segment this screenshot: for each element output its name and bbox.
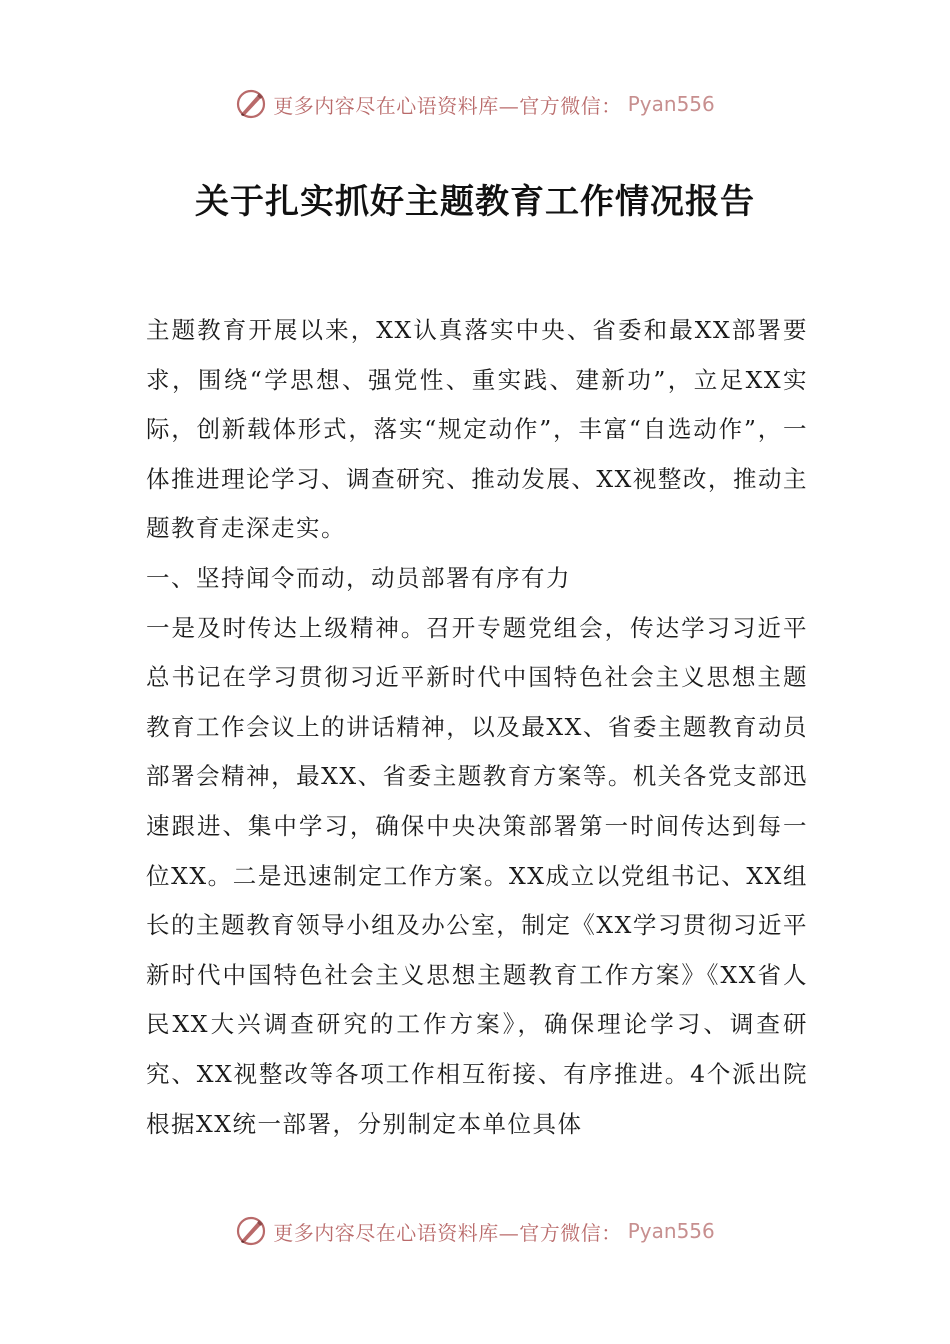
pen-logo-icon bbox=[235, 1215, 267, 1247]
section-heading: 一、坚持闻令而动，动员部署有序有力 bbox=[146, 563, 571, 592]
intro-paragraph: 主题教育开展以来，XX认真落实中央、省委和最XX部署要求，围绕“学思想、强党性、重实践、建新功”，立足XX实际，创新载体形式，落实“规定动作”，丰富“自选动作”，一体推进理论学习、调查研究、推动发展、XX视整改，推动主题教育走深走实。 bbox=[146, 316, 808, 543]
pen-logo-icon bbox=[235, 88, 267, 120]
wechat-id: Pyan556 bbox=[627, 92, 715, 116]
banner-text: 更多内容尽在心语资料库—官方微信： bbox=[273, 93, 622, 118]
document-body bbox=[146, 306, 808, 1149]
section-paragraph: 一是及时传达上级精神。召开专题党组会，传达学习习近平总书记在学习贯彻习近平新时代中国特色社会主义思想主题教育工作会议上的讲话精神，以及最XX、省委主题教育动员部署会精神，最XX、省委主题教育方案等。机关各党支部迅速跟进、集中学习，确保中央决策部署第一时间传达到每一位XX。二是迅速制定工作方案。XX成立以党组书记、XX组长的主题教育领导小组及办公室，制定《XX学习贯彻习近平新时代中国特色社会主义思想主题教育工作方案》《XX省人民XX大兴调查研究的工作方案》，确保理论学习、调查研究、XX视整改等各项工作相互衔接、有序推进。4个派出院根据XX统一部署，分别制定本单位具体 bbox=[146, 613, 808, 1138]
footer-banner bbox=[0, 1211, 950, 1251]
banner-text: 更多内容尽在心语资料库—官方微信： bbox=[273, 1220, 622, 1245]
header-banner bbox=[0, 84, 950, 124]
document-title: 关于扎实抓好主题教育工作情况报告 bbox=[195, 182, 755, 222]
wechat-id: Pyan556 bbox=[627, 1219, 715, 1243]
